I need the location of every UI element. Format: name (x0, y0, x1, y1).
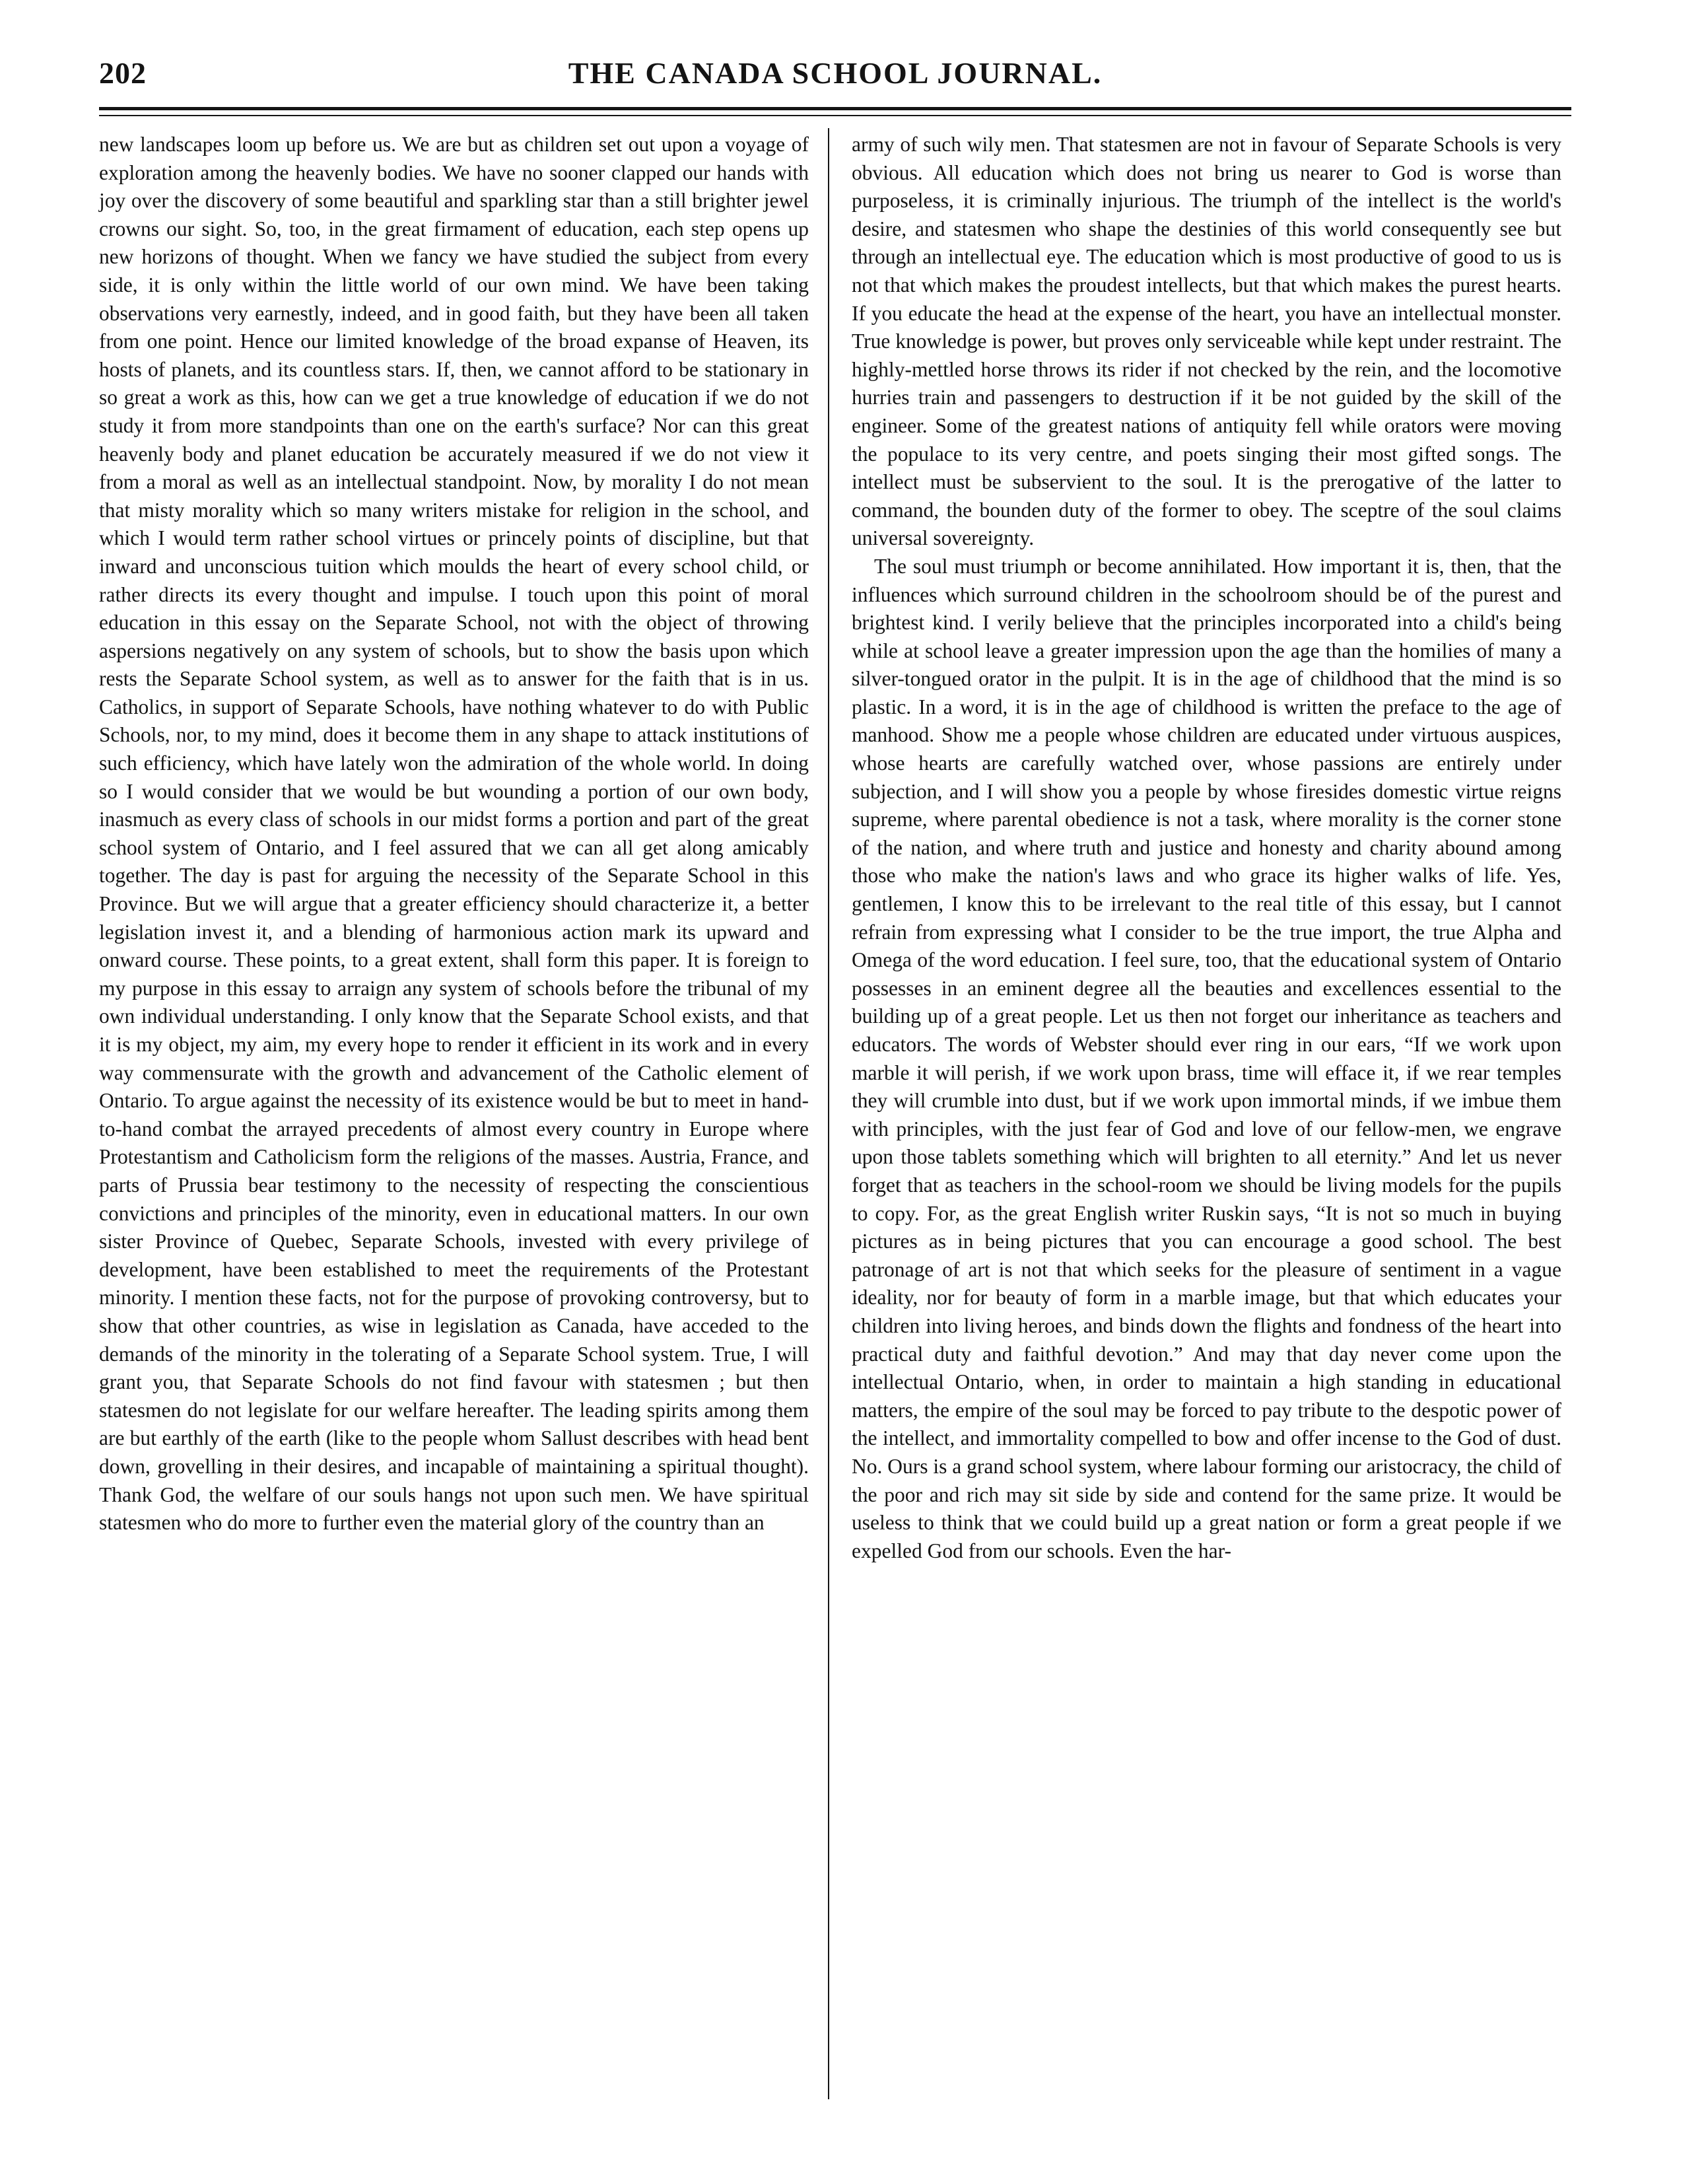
column-divider (828, 128, 829, 2099)
right-paragraph-1: army of such wily men. That statesmen are not in favour of Separate Schools is very obvious. All education which does not bring us nearer to God is worse than purposeless, it is criminally injurious. The triumph of the intellect is the world's desire, and statesmen who shape the destinies of this world consequently see but through an intellectual eye. The education which is most productive of good to us is not that which makes the proudest intellects, but that which makes the purest hearts. If you educate the head at the expense of the heart, you have an intellectual monster. True knowledge is power, but proves only serviceable while kept under restraint. The highly-mettled horse throws its rider if not checked by the rein, and the locomotive hurries train and passengers to destruction if it be not guided by the skill of the engineer. Some of the greatest nations of antiquity fell while orators were moving the populace to its very centre, and poets singing their most gifted songs. The intellect must be subservient to the soul. It is the prerogative of the latter to command, the bounden duty of the former to obey. The sceptre of the soul claims universal sovereignty. (852, 133, 1561, 550)
right-column (852, 131, 1561, 1565)
left-column (99, 131, 809, 1537)
journal-title: THE CANADA SCHOOL JOURNAL. (568, 56, 1103, 90)
journal-page (99, 46, 1571, 2126)
page-number: 202 (99, 56, 147, 90)
left-paragraph-1: new landscapes loom up before us. We are but as children set out upon a voyage of exploration among the heavenly bodies. We have no sooner clapped our hands with joy over the discovery of some beautiful and sparkling star than a still brighter jewel crowns our sight. So, too, in the great firmament of education, each step opens up new horizons of thought. When we fancy we have studied the subject from every side, it is only within the little world of our own mind. We have been taking observations very earnestly, indeed, and in good faith, but they have been all taken from one point. Hence our limited knowledge of the broad expanse of Heaven, its hosts of planets, and its countless stars. If, then, we cannot afford to be stationary in so great a work as this, how can we get a true knowledge of education if we do not study it from more standpoints than one on the earth's surface? Nor can this great heavenly body and planet education be accurately measured if we do not view it from a moral as well as an intellectual standpoint. Now, by morality I do not mean that misty morality which so many writers mistake for religion in the school, and which I would term rather school virtues or princely points of discipline, but that inward and unconscious tuition which moulds the heart of every school child, or rather directs its every thought and impulse. I touch upon this point of moral education in this essay on the Separate School, not with the object of throwing aspersions negatively on any system of schools, but to show the basis upon which rests the Separate School system, as well as to answer for the faith that is in us. Catholics, in support of Separate Schools, have nothing whatever to do with Public Schools, nor, to my mind, does it become them in any shape to attack institutions of such efficiency, which have lately won the admiration of the whole world. In doing so I would consider that we would be but wounding a portion of our own body, inasmuch as every class of schools in our midst forms a portion and part of the great school system of Ontario, and I feel assured that we can all get along amicably together. The day is past for arguing the necessity of the Separate School in this Province. But we will argue that a greater efficiency should characterize it, a better legislation invest it, and a blending of harmonious action mark its upward and onward course. These points, to a great extent, shall form this paper. It is foreign to my purpose in this essay to arraign any system of schools before the tribunal of my own individual understanding. I only know that the Separate School exists, and that it is my object, my aim, my every hope to render it efficient in its work and in every way commensurate with the growth and advancement of the Catholic element of Ontario. To argue against the necessity of its existence would be but to meet in hand-to-hand combat the arrayed precedents of almost every country in Europe where Protestantism and Catholicism form the religions of the masses. Austria, France, and parts of Prussia bear testimony to the necessity of respecting the conscientious convictions and principles of the minority, even in educational matters. In our own sister Province of Quebec, Separate Schools, invested with every privilege of development, have been established to meet the requirements of the Protestant minority. I mention these facts, not for the purpose of provoking controversy, but to show that other countries, as wise in legislation as Canada, have acceded to the demands of the minority in the tolerating of a Separate School system. True, I will grant you, that Separate Schools do not find favour with statesmen ; but then statesmen do not legislate for our welfare hereafter. The leading spirits among them are but earthly of the earth (like to the people whom Sallust describes with head bent down, grovelling in their desires, and incapable of maintaining a spiritual thought). Thank God, the welfare of our souls hangs not upon such men. We have spiritual statesmen who do more to further even the material glory of the country than an (99, 133, 809, 1535)
header-rule-thin (99, 115, 1571, 116)
page-header (99, 55, 1571, 102)
header-rule-thick (99, 107, 1571, 110)
right-paragraph-2: The soul must triumph or become annihilated. How important it is, then, that the influences which surround children in the schoolroom should be of the purest and brightest kind. I verily believe that the principles incorporated into a child's being while at school leave a greater impression upon the age than the homilies of many a silver-tongued orator in the pulpit. It is in the age of childhood that the mind is so plastic. In a word, it is in the age of childhood is written the preface to the age of manhood. Show me a people whose children are educated under virtuous auspices, whose hearts are carefully watched over, whose passions are entirely under subjection, and I will show you a people by whose firesides domestic virtue reigns supreme, where parental obedience is not a task, where morality is the corner stone of the nation, and where truth and justice and honesty and charity abound among those who make the nation's laws and who grace its higher walks of life. Yes, gentlemen, I know this to be irrelevant to the real title of this essay, but I cannot refrain from expressing what I consider to be the true import, the true Alpha and Omega of the word education. I feel sure, too, that the educational system of Ontario possesses in an eminent degree all the beauties and excellences essential to the building up of a great people. Let us then not forget our inheritance as teachers and educators. The words of Webster should ever ring in our ears, “If we work upon marble it will perish, if we work upon brass, time will efface it, if we rear temples they will crumble into dust, but if we work upon immortal minds, if we imbue them with principles, with the just fear of God and love of our fellow-men, we engrave upon those tablets something which will brighten to all eternity.” And let us never forget that as teachers in the school-room we should be living models for the pupils to copy. For, as the great English writer Ruskin says, “It is not so much in buying pictures as in being pictures that you can encourage a good school. The best patronage of art is not that which seeks for the pleasure of sentiment in a vague ideality, nor for beauty of form in a marble image, but that which educates your children into living heroes, and binds down the flights and fondness of the heart into practical duty and faithful devotion.” And may that day never come upon the intellectual Ontario, when, in order to maintain a high standing in educational matters, the empire of the soul may be forced to pay tribute to the despotic power of the intellect, and immortality compelled to bow and offer incense to the God of dust. No. Ours is a grand school system, where labour forming our aristocracy, the child of the poor and rich may sit side by side and contend for the same prize. It would be useless to think that we could build up a great nation or form a great people if we expelled God from our schools. Even the har- (852, 554, 1561, 1562)
